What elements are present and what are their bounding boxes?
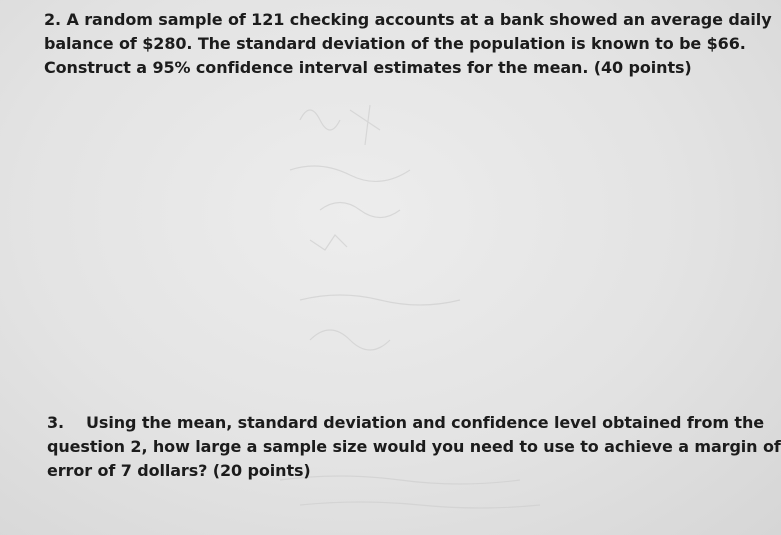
question-3-line: error of 7 dollars? (20 points)	[47, 461, 311, 480]
question-2-line: Construct a 95% confidence interval estimates for the mean. (40 points)	[44, 58, 692, 77]
question-3-number: 3.	[47, 413, 65, 432]
question-3-line-text: Using the mean, standard deviation and confidence level obtained from the	[86, 413, 764, 432]
question-2	[44, 8, 772, 80]
question-3-line: question 2, how large a sample size would you need to use to achieve a margin of	[47, 437, 781, 456]
question-3-line	[47, 411, 764, 435]
question-2-line: 2. A random sample of 121 checking accounts at a bank showed an average daily	[44, 10, 772, 29]
question-3	[47, 411, 781, 483]
question-2-line: balance of $280. The standard deviation of the population is known to be $66.	[44, 34, 746, 53]
